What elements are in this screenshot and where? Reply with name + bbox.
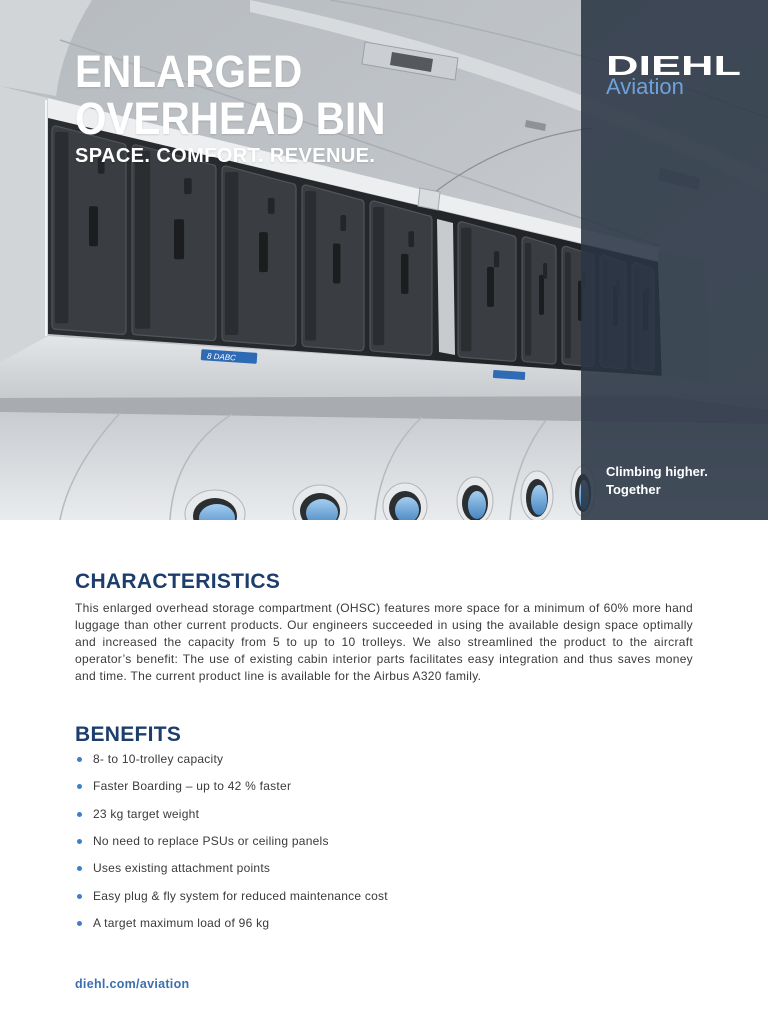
- suitcase-frame: [373, 207, 384, 345]
- tagline-line-2: Together: [606, 482, 661, 497]
- page-title: [75, 48, 386, 142]
- benefits-heading: BENEFITS: [75, 723, 182, 746]
- bullet-dot: [77, 839, 82, 844]
- characteristics-heading: CHARACTERISTICS: [75, 570, 281, 593]
- suitcase-frame: [565, 252, 571, 358]
- benefit-text: 23 kg target weight: [93, 806, 200, 821]
- benefits-list: [75, 746, 693, 937]
- bin-divider-post: [437, 219, 455, 355]
- tagline-line-1: Climbing higher.: [606, 464, 708, 479]
- bin-side-panel: [0, 86, 48, 362]
- benefit-item: [75, 773, 693, 800]
- bullet-dot: [77, 757, 82, 762]
- benefit-text: Easy plug & fly system for reduced maintenance cost: [93, 888, 388, 903]
- suitcase-frame: [461, 228, 471, 351]
- suitcase-handle: [89, 206, 98, 246]
- benefit-text: Faster Boarding – up to 42 % faster: [93, 779, 292, 794]
- benefit-item: [75, 801, 693, 828]
- suitcase-frame: [55, 132, 68, 323]
- bullet-dot: [77, 866, 82, 871]
- website-link[interactable]: diehl.com/aviation: [75, 977, 190, 991]
- brand-panel: [581, 0, 768, 520]
- benefit-text: A target maximum load of 96 kg: [93, 916, 270, 931]
- benefit-item: [75, 910, 693, 937]
- bullet-dot: [77, 921, 82, 926]
- bullet-dot: [77, 812, 82, 817]
- suitcase-frame: [305, 191, 316, 341]
- brand-division: Aviation: [606, 74, 684, 99]
- characteristics-body: This enlarged overhead storage compartment (OHSC) features more space for a minimum of 60% more hand luggage than other current products. Our engineers succeeded in using the available design space optimally and increased the capacity from 5 to up to 10 trolleys. We also streamlined the product to the aircraft operator’s benefit: The use of existing cabin interior parts facilitates easy integration and thus saves money and time. The current product line is available for the Airbus A320 family.: [75, 601, 693, 683]
- suitcase-grip: [268, 198, 275, 214]
- benefit-item: [75, 746, 693, 773]
- bullet-dot: [77, 894, 82, 899]
- suitcase-grip: [494, 251, 499, 267]
- row-placard-label: 8 DABC: [206, 351, 237, 363]
- suitcase-handle: [539, 275, 544, 315]
- benefit-text: 8- to 10-trolley capacity: [93, 752, 224, 766]
- suitcase-grip: [340, 215, 346, 231]
- suitcase-frame: [525, 243, 531, 356]
- cabin-window: [457, 477, 493, 520]
- cabin-window: [521, 471, 553, 520]
- suitcase-handle: [259, 232, 268, 272]
- suitcase-frame: [135, 151, 150, 329]
- page-subtitle: SPACE. COMFORT. REVENUE.: [75, 145, 376, 167]
- benefit-item: [75, 883, 693, 910]
- suitcase-handle: [487, 267, 494, 307]
- bin-divider-hook: [418, 188, 440, 210]
- suitcase-handle: [401, 254, 408, 294]
- benefit-item: [75, 828, 693, 855]
- suitcase-grip: [408, 231, 414, 247]
- benefit-text: No need to replace PSUs or ceiling panels: [93, 834, 329, 849]
- suitcase-grip: [543, 263, 547, 279]
- suitcase-handle: [333, 243, 340, 283]
- benefit-text: Uses existing attachment points: [93, 861, 271, 876]
- title-line-1: ENLARGED: [75, 46, 303, 97]
- suitcase-handle: [174, 219, 184, 259]
- suitcase-grip: [184, 178, 192, 194]
- suitcase-frame: [225, 172, 238, 335]
- brand-tagline: [606, 463, 708, 499]
- benefit-item: [75, 855, 693, 882]
- diehl-logo-text: DIEHL: [606, 50, 741, 81]
- bullet-dot: [77, 784, 82, 789]
- title-line-2: OVERHEAD BIN: [75, 93, 386, 144]
